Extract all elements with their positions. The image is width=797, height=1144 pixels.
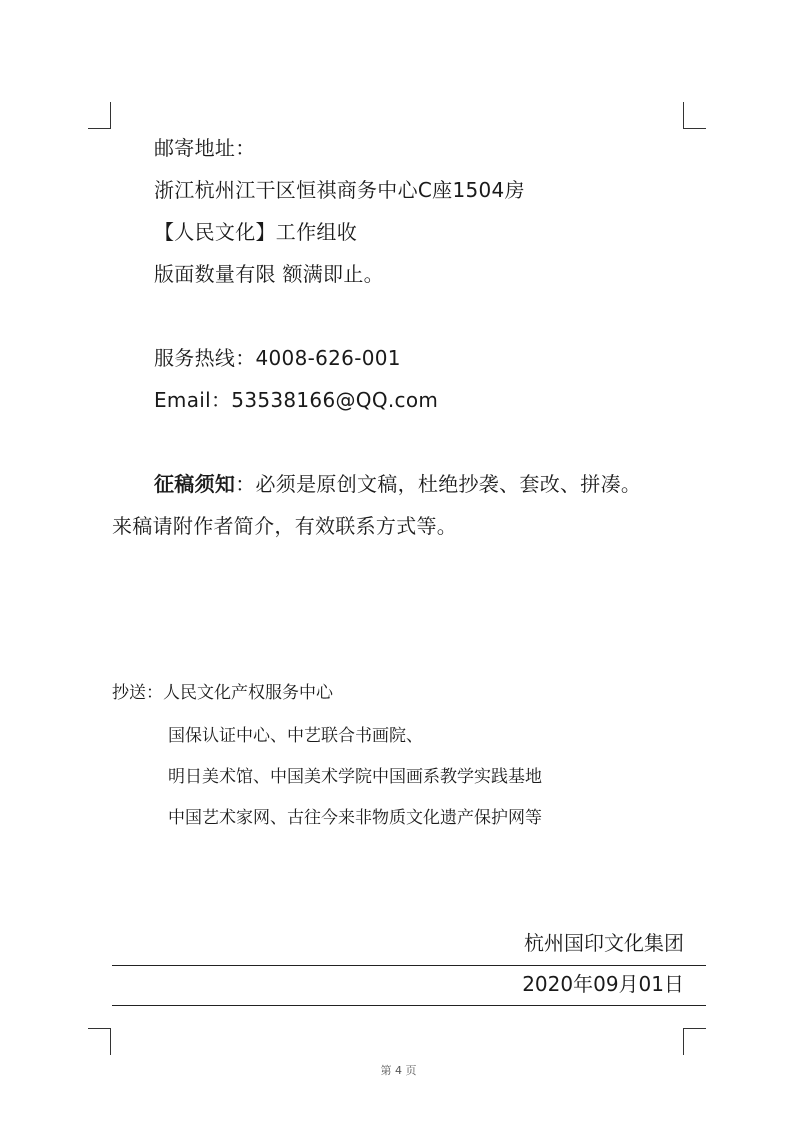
address-line-2: 【人民文化】工作组收 — [154, 220, 357, 244]
notice-line-2: 来稿请附作者简介，有效联系方式等。 — [112, 514, 458, 538]
hotline-text: 服务热线：4008-626-001 — [154, 346, 401, 370]
address-line-1: 浙江杭州江干区恒祺商务中心C座1504房 — [154, 178, 525, 202]
cc-line-3: 明日美术馆、中国美术学院中国画系教学实践基地 — [168, 767, 542, 787]
notice-line-1 — [154, 472, 641, 496]
address-line-3: 版面数量有限 额满即止。 — [154, 262, 384, 286]
cc-line-2: 国保认证中心、中艺联合书画院、 — [168, 726, 423, 746]
signature-organization: 杭州国印文化集团 — [524, 931, 684, 955]
signature-date: 2020年09月01日 — [522, 972, 684, 996]
crop-mark-bottom-left — [88, 1028, 111, 1055]
divider-bottom — [112, 1005, 706, 1006]
notice-title: 征稿须知 — [154, 472, 236, 496]
cc-line-4: 中国艺术家网、古往今来非物质文化遗产保护网等 — [168, 808, 542, 828]
crop-mark-top-right — [683, 102, 706, 129]
divider-top — [112, 965, 706, 966]
email-text: Email：53538166@QQ.com — [154, 388, 439, 412]
crop-mark-bottom-right — [683, 1028, 706, 1055]
cc-line-1: 抄送：人民文化产权服务中心 — [112, 683, 333, 703]
crop-mark-top-left — [88, 102, 111, 129]
page-number: 第 4 页 — [380, 1064, 417, 1077]
notice-text-1: ：必须是原创文稿，杜绝抄袭、套改、拼凑。 — [235, 472, 642, 496]
address-label: 邮寄地址： — [154, 136, 256, 160]
